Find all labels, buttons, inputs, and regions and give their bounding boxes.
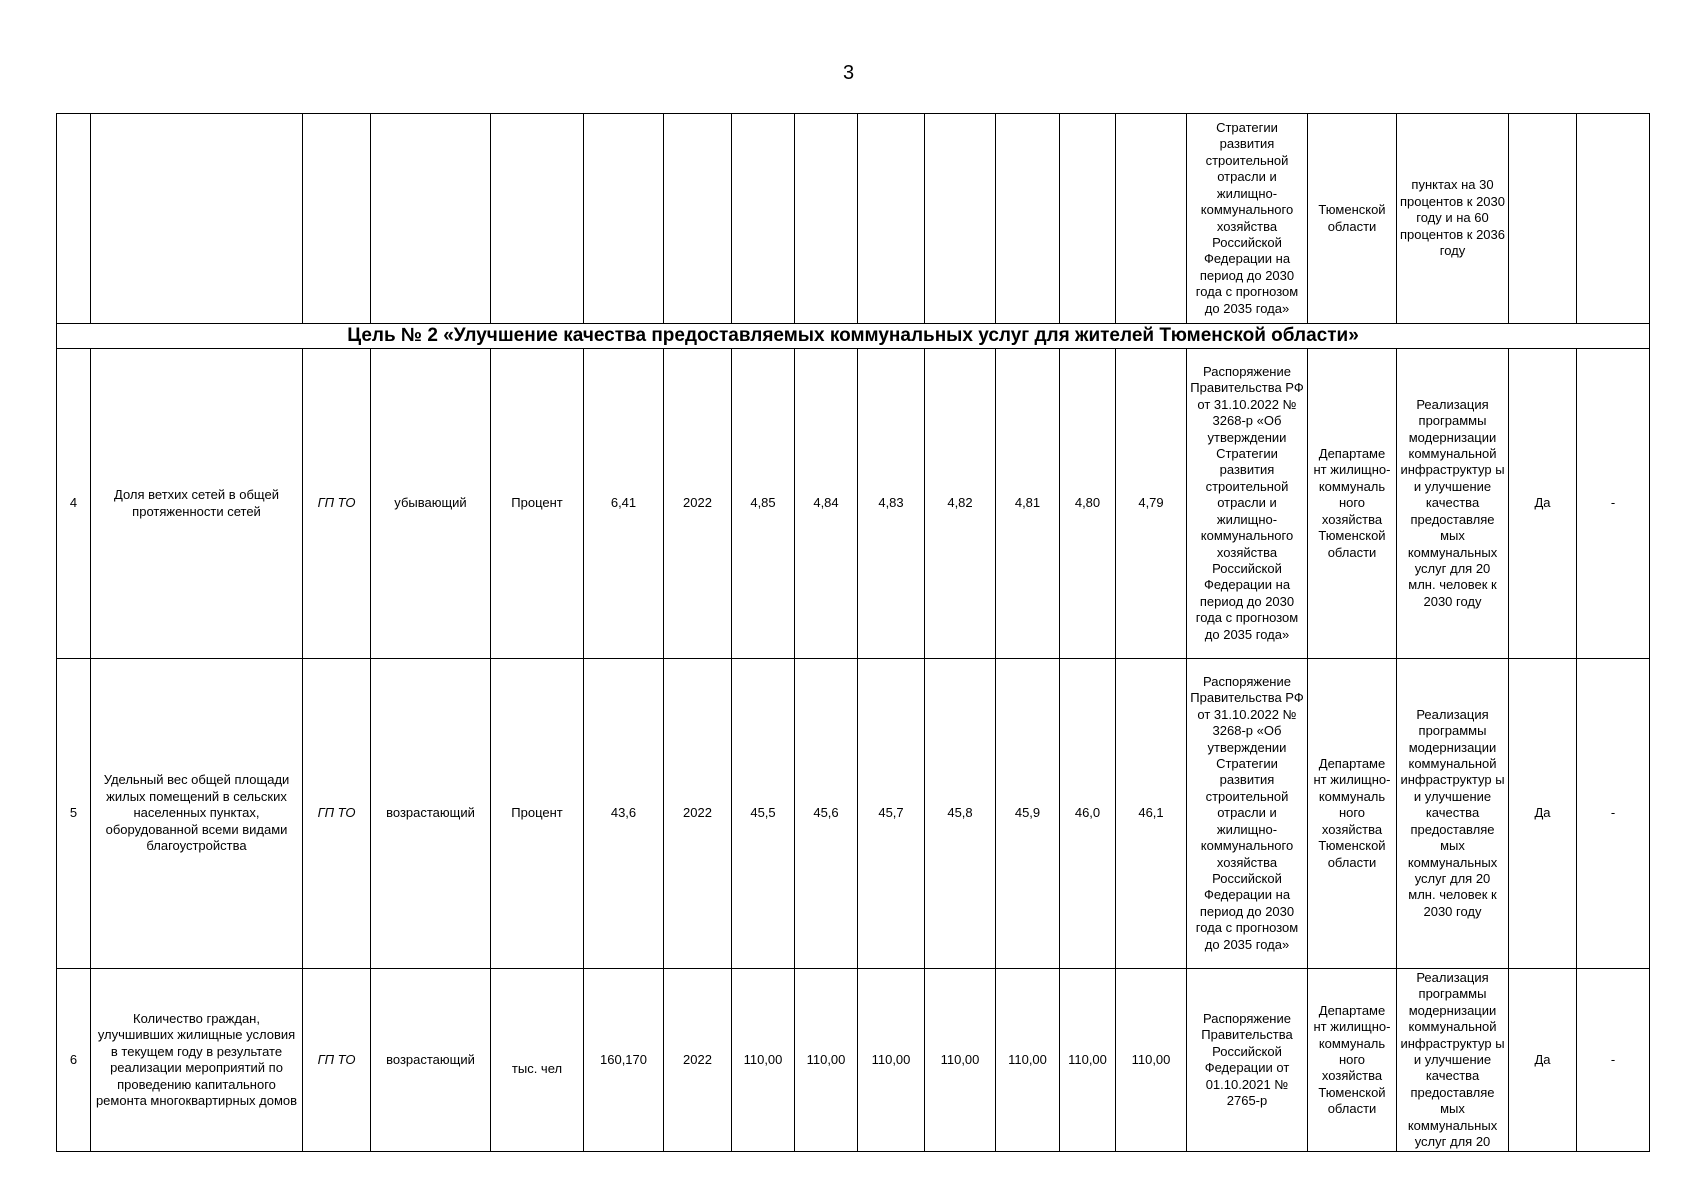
cell-gis — [1509, 114, 1577, 324]
table-row — [57, 349, 1650, 659]
cell-extra: - — [1577, 659, 1650, 969]
cell-base-year: 2022 — [664, 969, 732, 1152]
cell-v7: 46,1 — [1116, 659, 1187, 969]
cell-name: Количество граждан, улучшивших жилищные условия в текущем году в результате реализации мероприятий по проведению капитального ремонта многоквартирных домов — [91, 969, 303, 1152]
cell-base-value: 43,6 — [584, 659, 664, 969]
cell-v4: 4,82 — [925, 349, 996, 659]
continuation-row — [57, 114, 1650, 324]
cell-trend — [371, 114, 491, 324]
cell-num: 4 — [57, 349, 91, 659]
cell-v3: 4,83 — [858, 349, 925, 659]
indicators-table — [56, 113, 1650, 1152]
cell-name: Доля ветхих сетей в общей протяженности сетей — [91, 349, 303, 659]
cell-trend: возрастающий — [371, 969, 491, 1152]
cell-level: ГП ТО — [303, 969, 371, 1152]
cell-basis: Распоряжение Правительства Российской Федерации от 01.10.2021 № 2765-р — [1187, 969, 1308, 1152]
cell-level: ГП ТО — [303, 349, 371, 659]
cell-v7: 4,79 — [1116, 349, 1187, 659]
cell-national-goal: Реализация программы модернизации коммунальной инфраструктур ы и улучшение качества предоставляе мых коммунальных услуг для 20 — [1397, 969, 1509, 1152]
cell-num: 6 — [57, 969, 91, 1152]
cell-gis: Да — [1509, 659, 1577, 969]
cell-v6: 110,00 — [1060, 969, 1116, 1152]
cell-v4: 110,00 — [925, 969, 996, 1152]
cell-base-value: 6,41 — [584, 349, 664, 659]
cell-num: 5 — [57, 659, 91, 969]
cell-v5 — [996, 114, 1060, 324]
cell-v2 — [795, 114, 858, 324]
cell-extra: - — [1577, 969, 1650, 1152]
cell-unit — [491, 114, 584, 324]
cell-v2: 45,6 — [795, 659, 858, 969]
goal-heading: Цель № 2 «Улучшение качества предоставляемых коммунальных услуг для жителей Тюменской области» — [57, 324, 1650, 349]
cell-level — [303, 114, 371, 324]
cell-trend: возрастающий — [371, 659, 491, 969]
table-row — [57, 659, 1650, 969]
cell-gis: Да — [1509, 969, 1577, 1152]
cell-base-value: 160,170 — [584, 969, 664, 1152]
cell-v1: 110,00 — [732, 969, 795, 1152]
cell-v1: 45,5 — [732, 659, 795, 969]
cell-national-goal: пунктах на 30 процентов к 2030 году и на 60 процентов к 2036 году — [1397, 114, 1509, 324]
cell-v3: 45,7 — [858, 659, 925, 969]
cell-basis: Стратегии развития строительной отрасли и жилищно-коммунального хозяйства Российской Федерации на период до 2030 года с прогнозом до 2035 года» — [1187, 114, 1308, 324]
cell-v4 — [925, 114, 996, 324]
cell-v3: 110,00 — [858, 969, 925, 1152]
cell-responsible: Департаме нт жилищно-коммуналь ного хозяйства Тюменской области — [1308, 659, 1397, 969]
cell-name — [91, 114, 303, 324]
cell-extra: - — [1577, 349, 1650, 659]
cell-base-value — [584, 114, 664, 324]
cell-extra — [1577, 114, 1650, 324]
cell-v7 — [1116, 114, 1187, 324]
table-row — [57, 969, 1650, 1152]
cell-basis: Распоряжение Правительства РФ от 31.10.2022 № 3268-р «Об утверждении Стратегии развития строительной отрасли и жилищно-коммунального хозяйства Российской Федерации на период до 2030 года с прогнозом до 2035 года» — [1187, 349, 1308, 659]
cell-v2: 110,00 — [795, 969, 858, 1152]
cell-v1 — [732, 114, 795, 324]
cell-unit: тыс. чел — [491, 969, 584, 1152]
cell-level: ГП ТО — [303, 659, 371, 969]
cell-national-goal: Реализация программы модернизации коммунальной инфраструктур ы и улучшение качества предоставляе мых коммунальных услуг для 20 млн. человек к 2030 году — [1397, 659, 1509, 969]
cell-base-year — [664, 114, 732, 324]
cell-v5: 45,9 — [996, 659, 1060, 969]
cell-unit: Процент — [491, 659, 584, 969]
cell-v3 — [858, 114, 925, 324]
cell-v6: 4,80 — [1060, 349, 1116, 659]
cell-unit: Процент — [491, 349, 584, 659]
cell-v4: 45,8 — [925, 659, 996, 969]
cell-v5: 110,00 — [996, 969, 1060, 1152]
page-number: 3 — [842, 62, 855, 84]
cell-base-year: 2022 — [664, 349, 732, 659]
cell-v7: 110,00 — [1116, 969, 1187, 1152]
cell-v6: 46,0 — [1060, 659, 1116, 969]
cell-responsible: Департаме нт жилищно-коммуналь ного хозяйства Тюменской области — [1308, 349, 1397, 659]
cell-v2: 4,84 — [795, 349, 858, 659]
cell-basis: Распоряжение Правительства РФ от 31.10.2022 № 3268-р «Об утверждении Стратегии развития строительной отрасли и жилищно-коммунального хозяйства Российской Федерации на период до 2030 года с прогнозом до 2035 года» — [1187, 659, 1308, 969]
cell-gis: Да — [1509, 349, 1577, 659]
cell-national-goal: Реализация программы модернизации коммунальной инфраструктур ы и улучшение качества предоставляе мых коммунальных услуг для 20 млн. человек к 2030 году — [1397, 349, 1509, 659]
cell-responsible: Тюменской области — [1308, 114, 1397, 324]
cell-v1: 4,85 — [732, 349, 795, 659]
cell-name: Удельный вес общей площади жилых помещений в сельских населенных пунктах, оборудованной всеми видами благоустройства — [91, 659, 303, 969]
goal-heading-row — [57, 324, 1650, 349]
cell-num — [57, 114, 91, 324]
cell-trend: убывающий — [371, 349, 491, 659]
cell-responsible: Департаме нт жилищно-коммуналь ного хозяйства Тюменской области — [1308, 969, 1397, 1152]
cell-v6 — [1060, 114, 1116, 324]
cell-base-year: 2022 — [664, 659, 732, 969]
cell-v5: 4,81 — [996, 349, 1060, 659]
